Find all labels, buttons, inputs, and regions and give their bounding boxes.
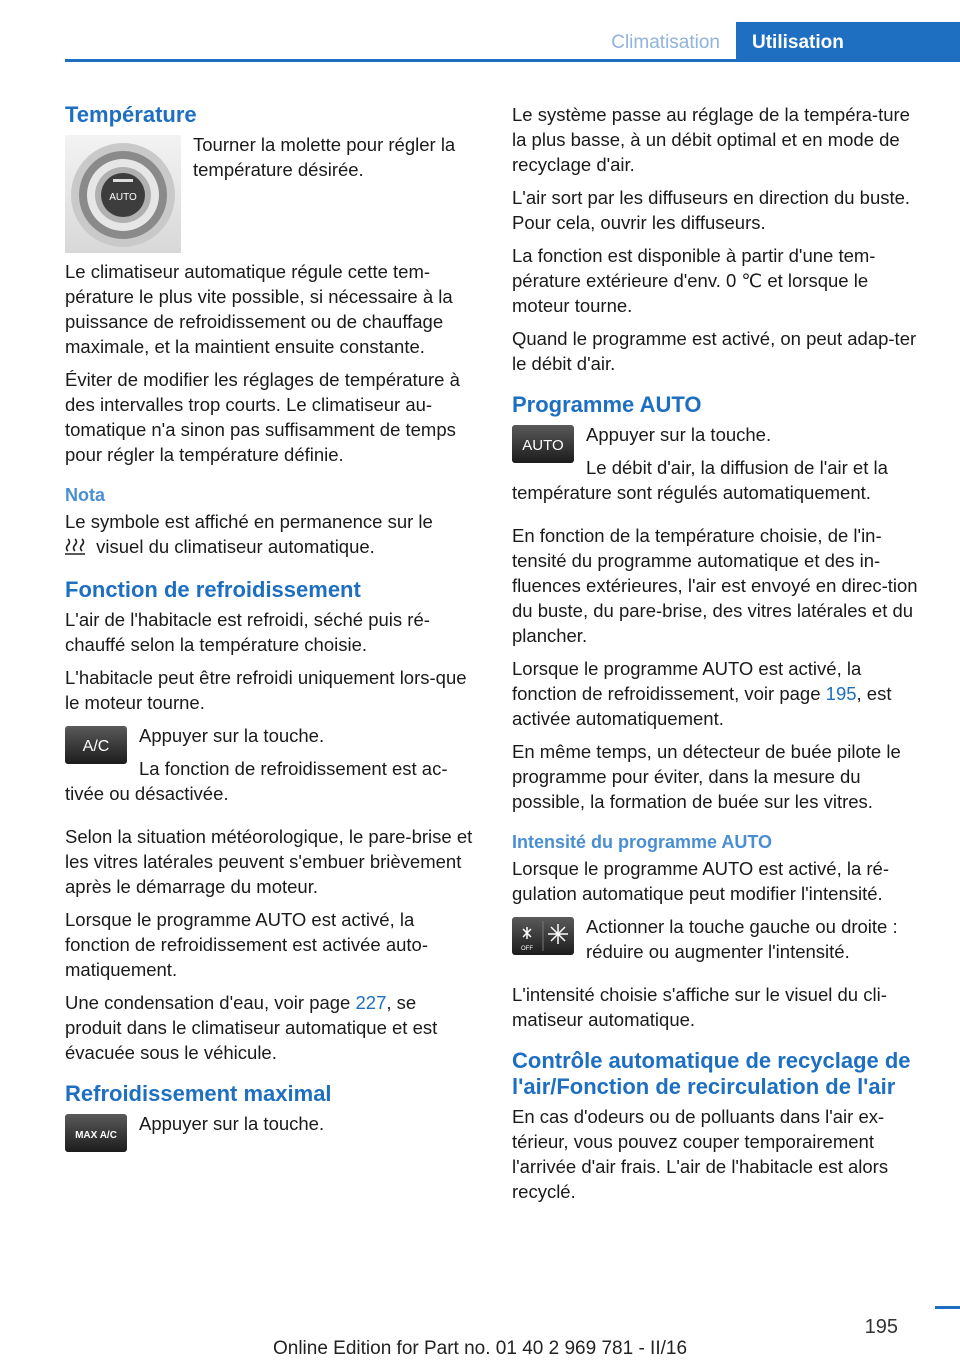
auto-paragraph-2 [512, 656, 923, 731]
page-header [65, 22, 960, 62]
edition-footer: Online Edition for Part no. 01 40 2 969 781 - II/16 [272, 1338, 688, 1359]
cooling-paragraph-2: L'habitacle peut être refroidi uniquement lors‐que le moteur tourne. [65, 667, 467, 713]
max-paragraph-4: Quand le programme est activé, on peut adap‐ter le débit d'air. [512, 328, 917, 374]
header-tab: Utilisation [736, 22, 960, 62]
knob-auto-label: AUTO [109, 192, 137, 203]
recirculation-paragraph-1: En cas d'odeurs ou de polluants dans l'air ex‐térieur, vous pouvez couper temporairement l'arrivée d'air frais. L'air de l'habitacle est alors recyclé. [512, 1106, 889, 1202]
temperature-instruction: Tourner la molette pour régler la température désirée. [193, 134, 456, 180]
condensation-text-a: Une condensation d'eau, voir page [65, 992, 351, 1013]
off-label: OFF [521, 946, 533, 952]
condensation-text-b: , se produit dans le climatiseur automatique et est évacuée sous le véhicule. [65, 992, 438, 1063]
ac-press-text: Appuyer sur la touche. [139, 725, 325, 746]
auto-button-image [512, 425, 574, 463]
temperature-knob-image [65, 135, 181, 253]
temperature-paragraph-1: Le climatiseur automatique régule cette tem‐pérature le plus vite possible, si nécessaire à la puissance de refroidissement ou de chauffage maximale, et la maintient ensuite constante. [65, 261, 453, 357]
temperature-paragraph-2: Éviter de modifier les réglages de température à des intervalles trop courts. Le climatiseur au‐tomatique n'a sinon pas suffisamment de temps pour régler la température définie. [65, 369, 460, 465]
cooling-paragraph-1: L'air de l'habitacle est refroidi, séché puis ré‐chauffé selon la température choisie. [65, 609, 430, 655]
cooling-paragraph-3: Selon la situation météorologique, le pare-brise et les vitres latérales peuvent s'embuer brièvement après le démarrage du moteur. [65, 826, 473, 897]
auto-paragraph-1: En fonction de la température choisie, de l'in‐tensité du programme automatique et des in‐fluences extérieures, l'air est envoyé en direc‐tion du buste, du pare-brise, des vitres latérales et du plancher. [512, 525, 918, 646]
cooling-symbol-icon [65, 536, 89, 561]
condensation-paragraph [65, 990, 476, 1065]
auto-button-label: AUTO [522, 437, 564, 454]
ac-description: La fonction de refroidissement est ac‐tivée ou désactivée. [65, 758, 448, 804]
auto-paragraph-2-b: , est activée automatiquement. [512, 683, 892, 729]
intensity-heading: Intensité du programme AUTO [512, 832, 773, 852]
max-ac-button-image [65, 1114, 127, 1152]
page-link-195[interactable]: 195 [825, 683, 857, 704]
left-column [65, 102, 476, 1158]
intensity-paragraph-2: L'intensité choisie s'affiche sur le visuel du cli‐matiseur automatique. [512, 984, 887, 1030]
max-cooling-heading: Refroidissement maximal [65, 1081, 332, 1106]
page-number: 195 [864, 1316, 898, 1338]
max-paragraph-2: L'air sort par les diffuseurs en direction du buste. Pour cela, ouvrir les diffuseurs. [512, 187, 911, 233]
header-rule [65, 59, 960, 62]
ac-button-label: A/C [82, 738, 110, 755]
nota-text [65, 509, 476, 561]
max-ac-button-label: MAX A/C [75, 1130, 117, 1141]
page-link-227[interactable]: 227 [355, 992, 387, 1013]
intensity-paragraph-1: Lorsque le programme AUTO est activé, la ré‐gulation automatique peut modifier l'intensité. [512, 858, 890, 904]
auto-paragraph-3: En même temps, un détecteur de buée pilote le programme pour éviter, dans la mesure du possible, la formation de buée sur les vitres. [512, 741, 901, 812]
intensity-buttons-image [512, 917, 574, 955]
intensity-action: Actionner la touche gauche ou droite : réduire ou augmenter l'intensité. [586, 916, 898, 962]
auto-paragraph-2-a: Lorsque le programme AUTO est activé, la fonction de refroidissement, voir page [512, 658, 862, 704]
max-paragraph-1: Le système passe au réglage de la tempéra‐ture la plus basse, à un débit optimal et en mode de recyclage d'air. [512, 104, 910, 175]
recirculation-heading: Contrôle automatique de recyclage de l'air/Fonction de recirculation de l'air [512, 1048, 911, 1099]
header-section: Climatisation [611, 32, 720, 53]
auto-press-text: Appuyer sur la touche. [586, 424, 772, 445]
temperature-heading: Température [65, 102, 197, 127]
ac-button-image [65, 726, 127, 764]
nota-text-b: visuel du climatiseur automatique. [96, 536, 375, 557]
max-press-text: Appuyer sur la touche. [139, 1113, 325, 1134]
nota-heading: Nota [65, 485, 105, 505]
cooling-heading: Fonction de refroidissement [65, 577, 361, 602]
auto-description: Le débit d'air, la diffusion de l'air et la température sont régulés automatiquement. [512, 457, 888, 503]
nota-text-a: Le symbole est affiché en permanence sur le [65, 511, 433, 532]
cooling-paragraph-4: Lorsque le programme AUTO est activé, la fonction de refroidissement est activée auto‐matiquement. [65, 909, 428, 980]
right-column [512, 102, 923, 1212]
auto-heading: Programme AUTO [512, 392, 702, 417]
max-paragraph-3: La fonction est disponible à partir d'une tem‐pérature extérieure d'env. 0 ℃ et lorsque le moteur tourne. [512, 245, 876, 316]
footer-rule [935, 1306, 960, 1309]
